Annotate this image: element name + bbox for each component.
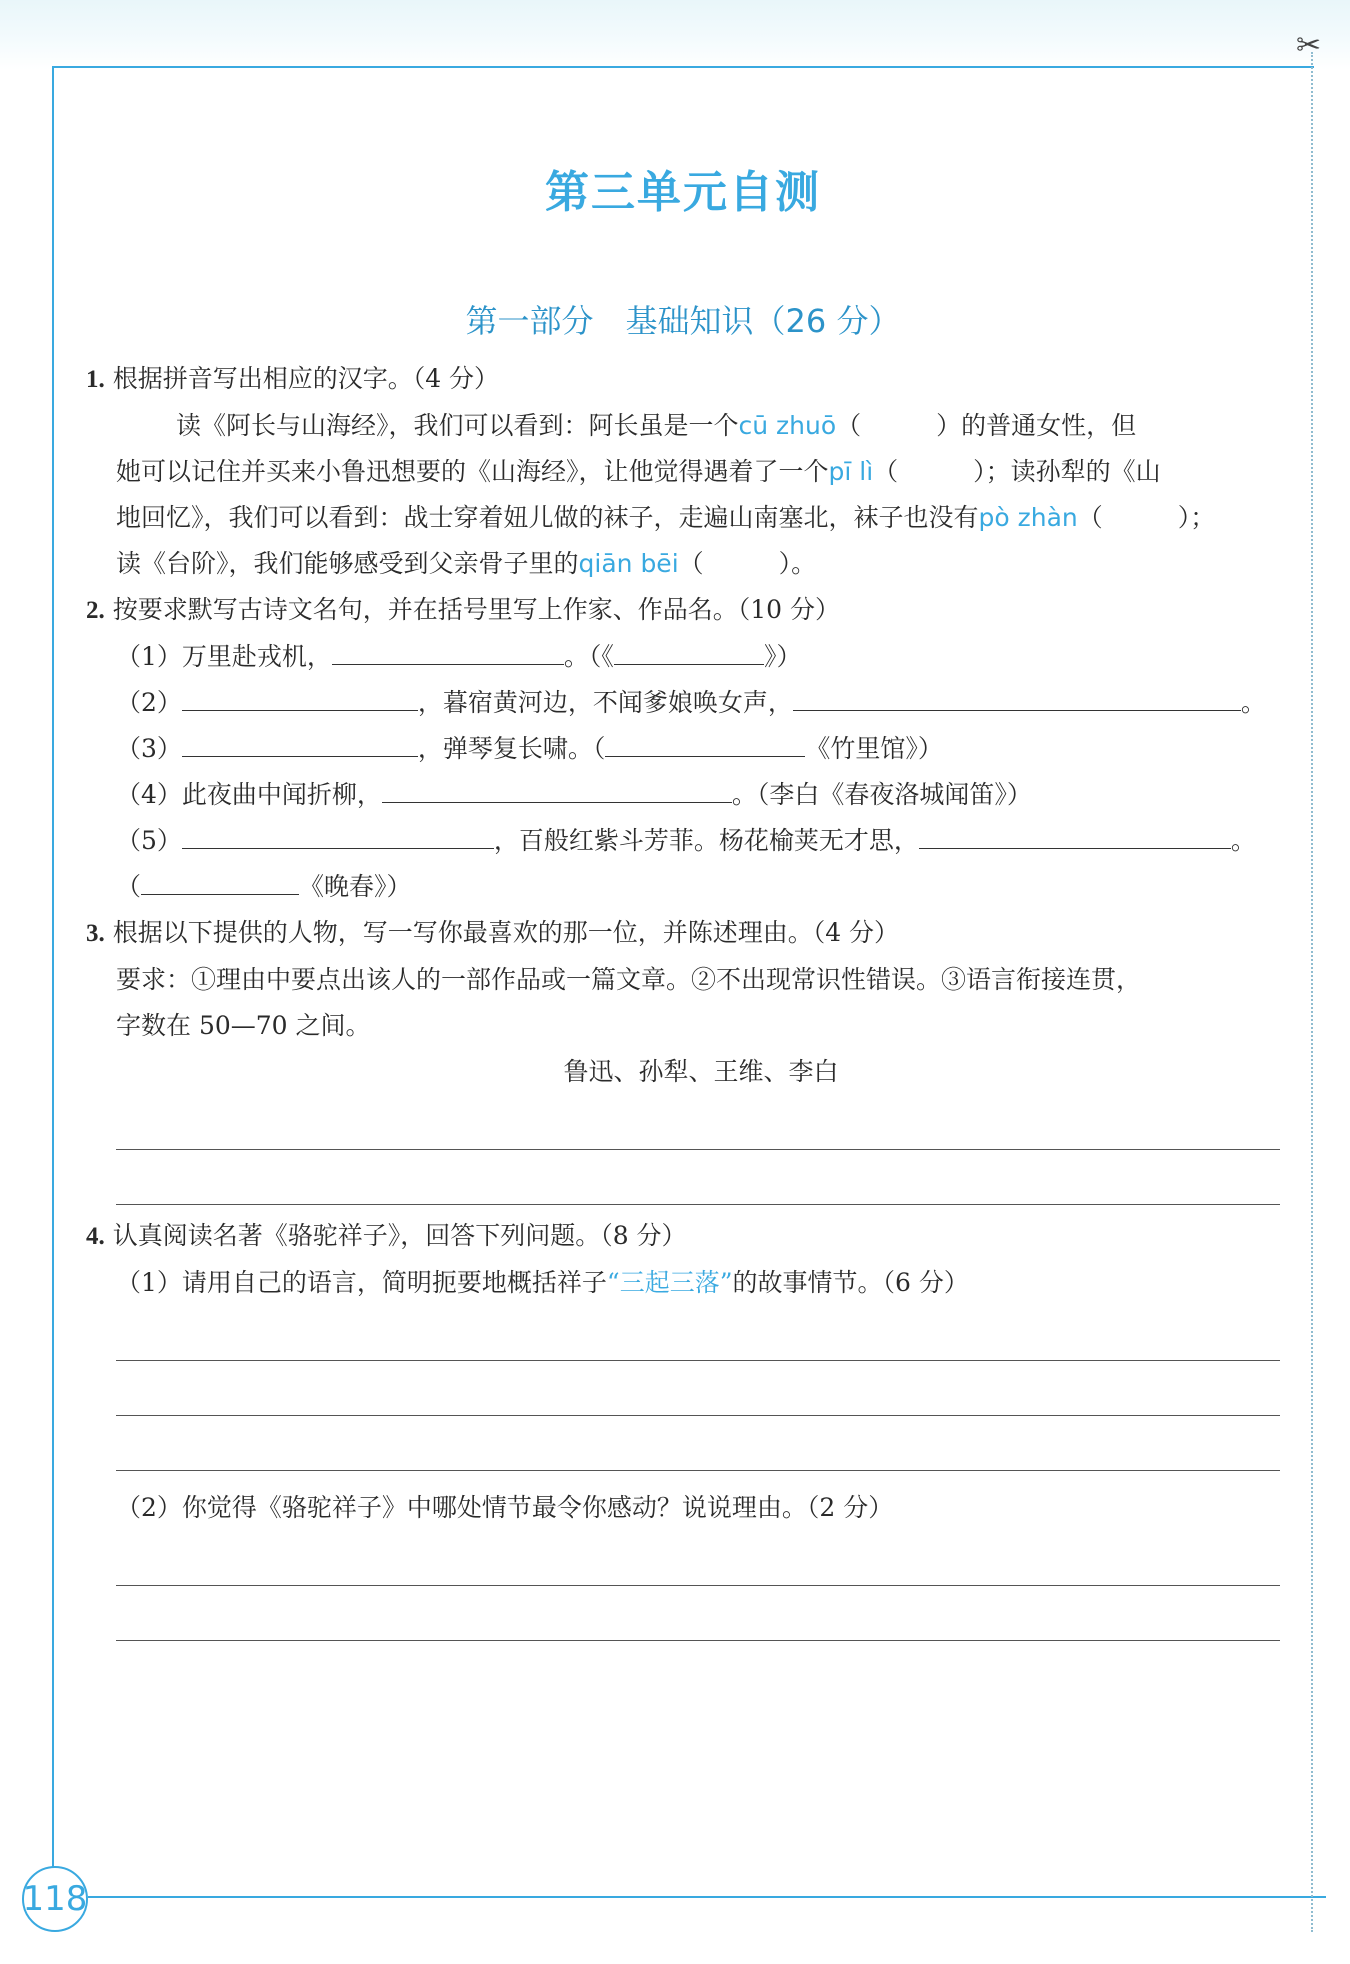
q1-text: 读《阿长与山海经》，我们可以看到：阿长虽是一个: [176, 411, 739, 440]
q2-text: 《晚春》）: [299, 872, 412, 901]
q4-text: 的故事情节。（6 分）: [732, 1268, 969, 1297]
q4-number: 4.: [86, 1223, 105, 1250]
q3-requirements: 要求：①理由中要点出该人的一部作品或一篇文章。②不出现常识性错误。③语言衔接连贯，: [116, 965, 1142, 994]
q3-people-list: 鲁迅、孙犁、王维、李白: [563, 1057, 839, 1086]
pinyin-pi-li: pī lì: [828, 457, 874, 486]
q1-heading: [86, 356, 1276, 403]
page-number: 118: [22, 1866, 88, 1932]
q4-heading: [86, 1213, 1276, 1260]
q2-text: 。: [1230, 826, 1256, 855]
answer-line[interactable]: [116, 1306, 1280, 1361]
q2-text: 。: [1240, 688, 1266, 717]
pinyin-qian-bei: qiān bēi: [578, 549, 679, 578]
q1-passage-line-4: [86, 541, 1276, 587]
q2-text: ，弹琴复长啸。（: [417, 734, 606, 763]
q3-heading: [86, 910, 1276, 957]
answer-line[interactable]: [116, 1416, 1280, 1471]
worksheet-content: [86, 356, 1276, 1641]
q2-item-6: [86, 864, 1276, 910]
answer-blank[interactable]: [605, 728, 805, 757]
page-title: 第三单元自测: [545, 167, 821, 218]
q3-instruction: 根据以下提供的人物，写一写你最喜欢的那一位，并陈述理由。（4 分）: [112, 918, 900, 947]
q2-text: （: [116, 872, 142, 901]
q2-instruction: 按要求默写古诗文名句，并在括号里写上作家、作品名。（10 分）: [112, 595, 840, 624]
q1-passage-line-2: [86, 449, 1276, 495]
q2-text: （1）万里赴戎机，: [116, 642, 332, 671]
q4-text: （1）请用自己的语言，简明扼要地概括祥子: [116, 1268, 607, 1297]
frame-bottom-border: [88, 1896, 1326, 1898]
q1-text: 地回忆》，我们可以看到：战士穿着妞儿做的袜子，走遍山南塞北，袜子也没有: [116, 503, 979, 532]
q2-item-2: [86, 680, 1276, 726]
q2-item-1: [86, 634, 1276, 680]
q1-blank-2[interactable]: （ ）；读孙犁的《山: [873, 457, 1161, 486]
answer-line[interactable]: [116, 1531, 1280, 1586]
q2-item-4: [86, 772, 1276, 818]
q2-text: （3）: [116, 734, 182, 763]
answer-blank[interactable]: [182, 682, 418, 711]
q1-blank-4[interactable]: （ ）。: [678, 549, 817, 578]
q4-part-2: （2）你觉得《骆驼祥子》中哪处情节最令你感动？说说理由。（2 分）: [116, 1493, 894, 1522]
q1-blank-3[interactable]: （ ）；: [1077, 503, 1216, 532]
q1-text: 读《台阶》，我们能够感受到父亲骨子里的: [116, 549, 579, 578]
answer-blank[interactable]: [182, 820, 494, 849]
q2-text: （4）此夜曲中闻折柳，: [116, 780, 382, 809]
q2-heading: [86, 587, 1276, 634]
section-title: 第一部分 基础知识（26 分）: [465, 302, 901, 340]
answer-line[interactable]: [116, 1586, 1280, 1641]
answer-blank[interactable]: [919, 820, 1231, 849]
answer-blank[interactable]: [382, 774, 732, 803]
q2-text: ，百般红紫斗芳菲。杨花榆荚无才思，: [493, 826, 919, 855]
q4-quote: “三起三落”: [606, 1268, 733, 1297]
scissors-icon: ✂: [1296, 28, 1322, 63]
q1-text: 她可以记住并买来小鲁迅想要的《山海经》，让他觉得遇着了一个: [116, 457, 829, 486]
frame-top-border: [52, 66, 1314, 68]
q1-number: 1.: [86, 366, 105, 393]
q2-text: 》）: [763, 642, 802, 671]
q1-passage-line-1: [86, 403, 1276, 449]
answer-blank[interactable]: [793, 682, 1241, 711]
q2-text: （2）: [116, 688, 182, 717]
q4-part-1: [86, 1260, 1276, 1306]
q3-word-count: 字数在 50—70 之间。: [116, 1011, 371, 1040]
q2-item-5: [86, 818, 1276, 864]
q2-text: （5）: [116, 826, 182, 855]
answer-line[interactable]: [116, 1150, 1280, 1205]
answer-line[interactable]: [116, 1095, 1280, 1150]
q1-blank-1[interactable]: （ ）的普通女性，但: [836, 411, 1137, 440]
q4-instruction: 认真阅读名著《骆驼祥子》，回答下列问题。（8 分）: [112, 1221, 687, 1250]
answer-blank[interactable]: [182, 728, 418, 757]
q2-text: 《竹里馆》）: [805, 734, 943, 763]
answer-line[interactable]: [116, 1361, 1280, 1416]
q2-text: 。（李白《春夜洛城闻笛》）: [731, 780, 1032, 809]
q2-text: 。（《: [563, 642, 614, 671]
pinyin-cu-zhuo: cū zhuō: [738, 411, 837, 440]
q1-instruction: 根据拼音写出相应的汉字。（4 分）: [112, 364, 500, 393]
q2-number: 2.: [86, 597, 105, 624]
q3-number: 3.: [86, 920, 105, 947]
answer-blank[interactable]: [614, 636, 764, 665]
answer-blank[interactable]: [332, 636, 564, 665]
pinyin-po-zhan: pò zhàn: [978, 503, 1078, 532]
answer-blank[interactable]: [141, 866, 299, 895]
q1-passage-line-3: [86, 495, 1276, 541]
q2-item-3: [86, 726, 1276, 772]
q2-text: ，暮宿黄河边，不闻爹娘唤女声，: [417, 688, 793, 717]
